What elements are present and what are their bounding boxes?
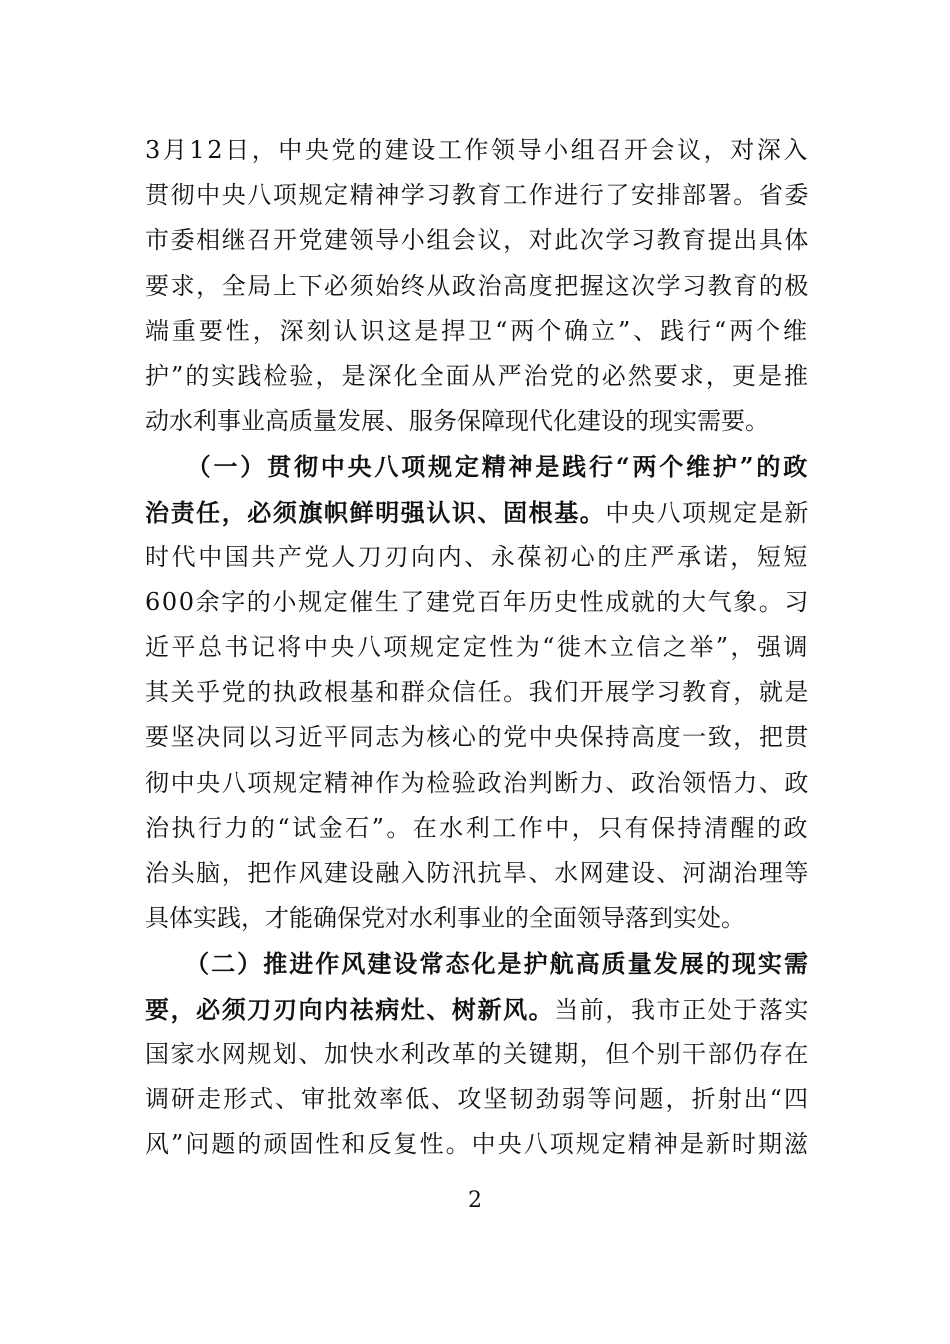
body-text-run: 中央八项规定是新 bbox=[605, 498, 810, 527]
text-line bbox=[145, 941, 810, 986]
text-line bbox=[145, 625, 810, 670]
text-line bbox=[145, 1077, 810, 1122]
text-line bbox=[145, 264, 810, 309]
body-text-run: 其关乎党的执政根基和群众信任。我们开展学习教育，就是 bbox=[145, 678, 810, 707]
body-text-run: 调研走形式、审批效率低、攻坚韧劲弱等问题，折射出“四 bbox=[145, 1084, 810, 1113]
text-line bbox=[145, 851, 810, 896]
text-line bbox=[145, 128, 810, 173]
bold-heading-text: （一）贯彻中央八项规定精神是践行“两个维护”的政 bbox=[198, 452, 810, 482]
text-line bbox=[145, 896, 810, 941]
body-text-run: 端重要性，深刻认识这是捍卫“两个确立”、践行“两个维 bbox=[145, 316, 810, 345]
text-line bbox=[145, 218, 810, 263]
paragraph-indent bbox=[145, 950, 197, 978]
body-text-run: 时代中国共产党人刀刃向内、永葆初心的庄严承诺，短短 bbox=[145, 542, 810, 571]
text-line bbox=[145, 173, 810, 218]
text-line bbox=[145, 761, 810, 806]
body-text-run: 动水利事业高质量发展、服务保障现代化建设的现实需要。 bbox=[145, 407, 769, 436]
body-text-run: 要求，全局上下必须始终从政治高度把握这次学习教育的极 bbox=[145, 271, 810, 300]
body-text-run: 彻中央八项规定精神作为检验政治判断力、政治领悟力、政 bbox=[145, 768, 810, 797]
bold-heading-text: 治责任，必须旗帜鲜明强认识、固根基。 bbox=[145, 497, 606, 527]
body-text bbox=[145, 128, 810, 1167]
text-line bbox=[145, 580, 810, 625]
body-text-run: 市委相继召开党建领导小组会议，对此次学习教育提出具体 bbox=[145, 226, 810, 255]
body-text-run: 治头脑，把作风建设融入防汛抗旱、水网建设、河湖治理等 bbox=[145, 859, 810, 887]
body-text-run: 治执行力的“试金石”。在水利工作中，只有保持清醒的政 bbox=[145, 813, 810, 842]
text-line bbox=[145, 354, 810, 399]
text-line bbox=[145, 987, 810, 1032]
body-text-run: 600余字的小规定催生了建党百年历史性成就的大气象。习 bbox=[145, 587, 810, 616]
text-line bbox=[145, 670, 810, 715]
text-line bbox=[145, 806, 810, 851]
text-line bbox=[145, 444, 810, 489]
body-text-run: 当前，我市正处于落实 bbox=[554, 995, 810, 1024]
text-line bbox=[145, 1122, 810, 1167]
body-text-run: 3月12日，中央党的建设工作领导小组召开会议，对深入 bbox=[145, 136, 810, 164]
body-text-run: 护”的实践检验，是深化全面从严治党的必然要求，更是推 bbox=[145, 361, 810, 390]
body-text-run: 国家水网规划、加快水利改革的关键期，但个别干部仍存在 bbox=[145, 1039, 810, 1068]
body-text-run: 具体实践，才能确保党对水利事业的全面领导落到实处。 bbox=[145, 904, 745, 933]
page-number: 2 bbox=[468, 1188, 482, 1213]
bold-heading-text: 要，必须刀刃向内祛病灶、树新风。 bbox=[145, 994, 555, 1024]
text-line bbox=[145, 535, 810, 580]
body-text-run: 风”问题的顽固性和反复性。中央八项规定精神是新时期滋 bbox=[145, 1130, 810, 1159]
text-line bbox=[145, 715, 810, 760]
bold-heading-text: （二）推进作风建设常态化是护航高质量发展的现实需 bbox=[197, 949, 810, 979]
body-text-run: 要坚决同以习近平同志为核心的党中央保持高度一致，把贯 bbox=[145, 723, 810, 752]
body-text-run: 贯彻中央八项规定精神学习教育工作进行了安排部署。省委 bbox=[145, 181, 810, 210]
paragraph-indent bbox=[145, 453, 199, 481]
text-line bbox=[145, 1032, 810, 1077]
body-text-run: 近平总书记将中央八项规定定性为“徙木立信之举”，强调 bbox=[145, 633, 810, 662]
text-line bbox=[145, 399, 810, 444]
text-line bbox=[145, 309, 810, 354]
text-line bbox=[145, 490, 810, 535]
